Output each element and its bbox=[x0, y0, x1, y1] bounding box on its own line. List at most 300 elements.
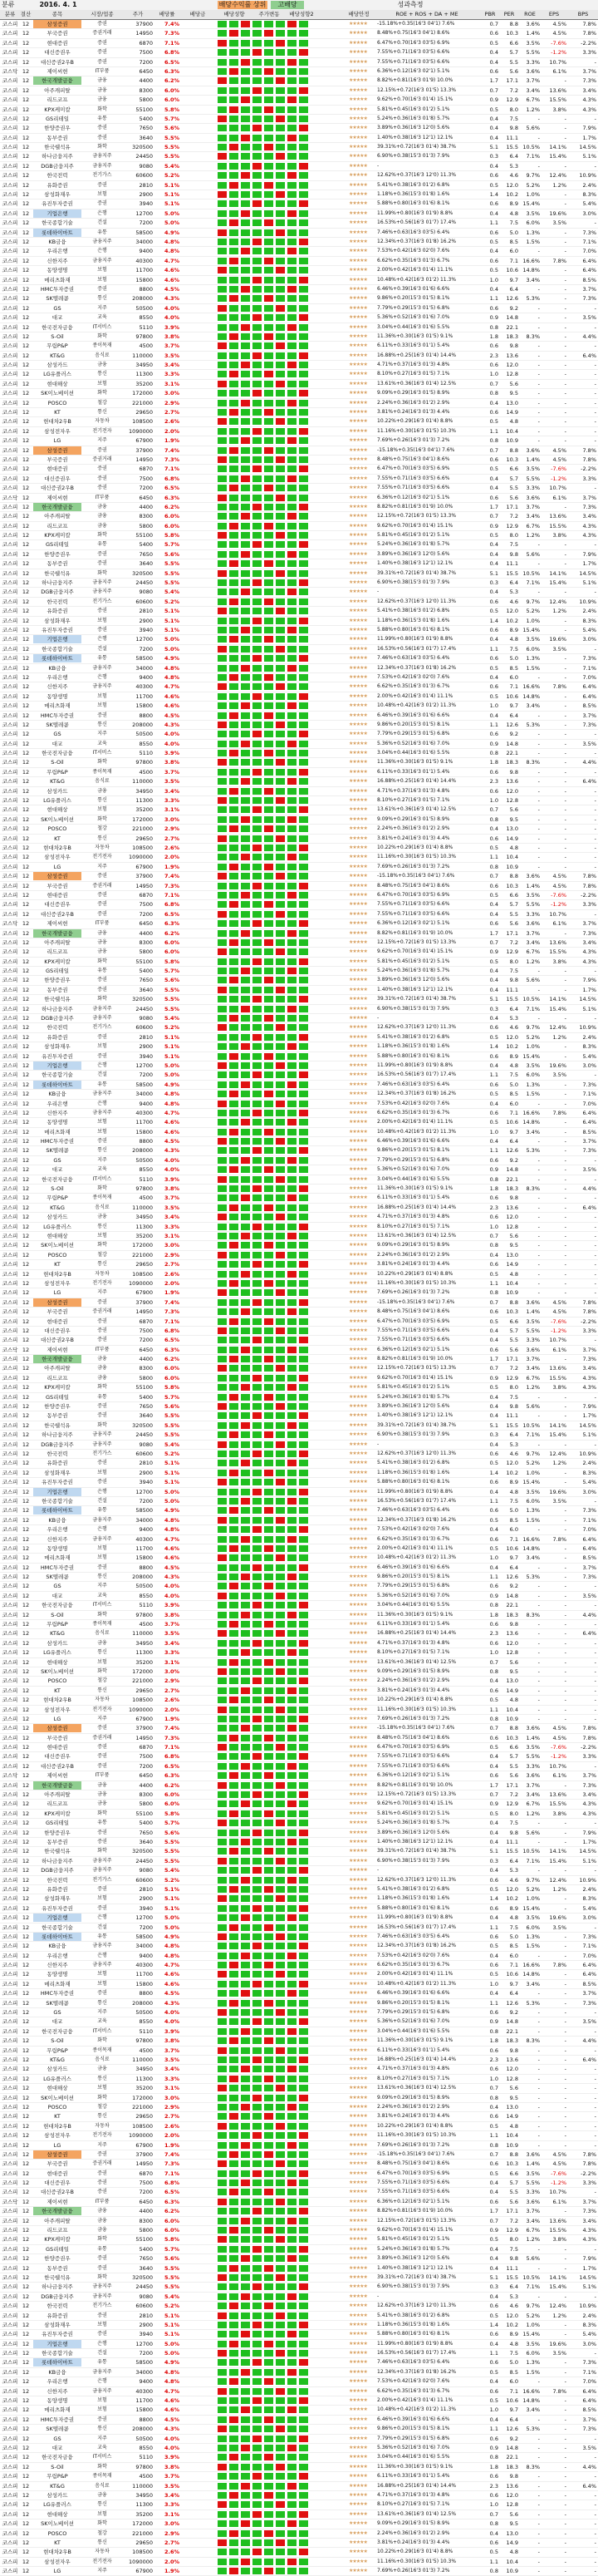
cell-sector: 화학 bbox=[97, 815, 107, 822]
table-row[interactable] bbox=[0, 2065, 598, 2074]
history-bar bbox=[241, 1848, 250, 1854]
table-row[interactable] bbox=[0, 1658, 598, 1667]
table-row[interactable] bbox=[0, 1260, 598, 1269]
table-row[interactable] bbox=[0, 1611, 598, 1620]
table-row[interactable] bbox=[0, 1506, 598, 1515]
table-row[interactable] bbox=[0, 512, 598, 521]
table-row[interactable] bbox=[0, 475, 598, 484]
cell-eps: 3.8% bbox=[552, 106, 566, 113]
table-row[interactable] bbox=[0, 1876, 598, 1885]
table-row[interactable] bbox=[0, 976, 598, 985]
table-row[interactable] bbox=[0, 1251, 598, 1260]
history-bar bbox=[276, 96, 285, 103]
table-row[interactable] bbox=[0, 721, 598, 730]
table-row[interactable] bbox=[0, 749, 598, 758]
table-row[interactable] bbox=[0, 1023, 598, 1032]
table-row[interactable] bbox=[0, 332, 598, 342]
table-row[interactable] bbox=[0, 1279, 598, 1288]
cell-roe-combo: 11.36%+0.30(16'3 01'5) 9.1% bbox=[377, 332, 453, 339]
cell-bps: 6.4% bbox=[582, 2056, 596, 2063]
table-row[interactable] bbox=[0, 76, 598, 86]
table-row[interactable] bbox=[0, 1894, 598, 1904]
table-row[interactable] bbox=[0, 1071, 598, 1080]
cell-eps: -7.6% bbox=[551, 39, 566, 47]
table-row[interactable] bbox=[0, 266, 598, 275]
table-row[interactable] bbox=[0, 1346, 598, 1355]
table-row[interactable] bbox=[0, 1364, 598, 1373]
cell-roe-combo: 7.79%+0.29(15'3 01'5) 6.8% bbox=[377, 304, 450, 311]
table-row[interactable] bbox=[0, 559, 598, 569]
table-row[interactable] bbox=[0, 702, 598, 711]
table-row[interactable] bbox=[0, 1752, 598, 1761]
table-row[interactable] bbox=[0, 986, 598, 995]
table-row[interactable] bbox=[0, 1885, 598, 1894]
table-row[interactable] bbox=[0, 588, 598, 597]
table-row[interactable] bbox=[0, 134, 598, 143]
table-row[interactable] bbox=[0, 1687, 598, 1696]
table-row[interactable] bbox=[0, 86, 598, 96]
table-row[interactable] bbox=[0, 313, 598, 323]
table-row[interactable] bbox=[0, 1914, 598, 1923]
history-bar bbox=[229, 1867, 238, 1874]
table-row[interactable] bbox=[0, 844, 598, 853]
table-row[interactable] bbox=[0, 654, 598, 663]
table-row[interactable] bbox=[0, 465, 598, 474]
cell-roe-combo: 3.04%+0.44(16'3 01'6) 5.5% bbox=[377, 2027, 450, 2034]
history-bar bbox=[252, 646, 262, 653]
table-row[interactable] bbox=[0, 938, 598, 948]
table-row[interactable] bbox=[0, 645, 598, 654]
history-bar bbox=[252, 608, 262, 614]
history-bar bbox=[218, 1772, 227, 1779]
table-row[interactable] bbox=[0, 494, 598, 503]
table-row[interactable] bbox=[0, 408, 598, 417]
table-row[interactable] bbox=[0, 815, 598, 825]
table-row[interactable] bbox=[0, 1639, 598, 1648]
table-row[interactable] bbox=[0, 1554, 598, 1563]
cell-eps: - bbox=[564, 1867, 566, 1874]
table-row[interactable] bbox=[0, 48, 598, 57]
table-row[interactable] bbox=[0, 1402, 598, 1411]
table-row[interactable] bbox=[0, 805, 598, 815]
table-row[interactable] bbox=[0, 162, 598, 171]
table-row[interactable] bbox=[0, 1383, 598, 1392]
table-row[interactable] bbox=[0, 910, 598, 919]
table-row[interactable] bbox=[0, 1980, 598, 1989]
table-row[interactable] bbox=[0, 1970, 598, 1979]
table-row[interactable] bbox=[0, 2037, 598, 2046]
cell-price: 67900 bbox=[135, 437, 153, 445]
table-row[interactable] bbox=[0, 238, 598, 247]
table-row[interactable] bbox=[0, 995, 598, 1004]
table-row[interactable] bbox=[0, 607, 598, 616]
history-bar bbox=[299, 1498, 308, 1505]
history-bar bbox=[229, 418, 238, 425]
table-row[interactable] bbox=[0, 1999, 598, 2008]
table-row[interactable] bbox=[0, 2056, 598, 2065]
table-row[interactable] bbox=[0, 929, 598, 938]
history-bar bbox=[229, 1194, 238, 1201]
table-row[interactable] bbox=[0, 1109, 598, 1118]
table-row[interactable] bbox=[0, 692, 598, 702]
table-row[interactable] bbox=[0, 1194, 598, 1203]
table-row[interactable] bbox=[0, 1952, 598, 1961]
table-row[interactable] bbox=[0, 872, 598, 881]
cell-per: 10.3 bbox=[506, 882, 518, 889]
table-row[interactable] bbox=[0, 1923, 598, 1933]
table-row[interactable] bbox=[0, 1308, 598, 1317]
table-row[interactable] bbox=[0, 1137, 598, 1146]
cell-price: 50500 bbox=[135, 304, 153, 312]
history-bar bbox=[218, 892, 227, 899]
table-row[interactable] bbox=[0, 294, 598, 303]
cell-bps: 8.5% bbox=[582, 1980, 596, 1987]
table-row[interactable] bbox=[0, 1573, 598, 1582]
table-row[interactable] bbox=[0, 209, 598, 219]
table-row[interactable] bbox=[0, 796, 598, 805]
table-row[interactable] bbox=[0, 143, 598, 152]
table-row[interactable] bbox=[0, 1431, 598, 1440]
table-row[interactable] bbox=[0, 569, 598, 579]
table-row[interactable] bbox=[0, 1042, 598, 1052]
cell-per: 13.6 bbox=[506, 1630, 518, 1638]
cell-price: 11700 bbox=[135, 1544, 153, 1552]
table-row[interactable] bbox=[0, 1204, 598, 1213]
table-row[interactable] bbox=[0, 1696, 598, 1705]
table-row[interactable] bbox=[0, 1743, 598, 1752]
table-row[interactable] bbox=[0, 115, 598, 124]
table-row[interactable] bbox=[0, 1327, 598, 1336]
table-row[interactable] bbox=[0, 1781, 598, 1790]
table-row[interactable] bbox=[0, 891, 598, 900]
history-bar bbox=[264, 40, 273, 47]
cell-stability-stars: ★★★★★ bbox=[349, 958, 367, 964]
cell-market: 코스피 bbox=[2, 1384, 18, 1391]
cell-per: 8.9 bbox=[509, 627, 518, 633]
history-bar bbox=[299, 958, 308, 965]
table-row[interactable] bbox=[0, 456, 598, 465]
table-row[interactable] bbox=[0, 1715, 598, 1724]
history-bar bbox=[241, 68, 250, 75]
table-row[interactable] bbox=[0, 1033, 598, 1042]
cell-yield: 6.8% bbox=[164, 1753, 179, 1761]
table-row[interactable] bbox=[0, 124, 598, 133]
table-row[interactable] bbox=[0, 900, 598, 909]
cell-price: 5800 bbox=[139, 522, 153, 529]
cell-bps: 4.4% bbox=[582, 332, 596, 340]
table-row[interactable] bbox=[0, 1081, 598, 1090]
table-row[interactable] bbox=[0, 1601, 598, 1610]
table-row[interactable] bbox=[0, 152, 598, 161]
table-row[interactable] bbox=[0, 1592, 598, 1601]
table-row[interactable] bbox=[0, 1838, 598, 1847]
table-row[interactable] bbox=[0, 1355, 598, 1364]
history-bar bbox=[252, 1630, 262, 1637]
history-bar bbox=[276, 1110, 285, 1116]
table-row[interactable] bbox=[0, 1014, 598, 1023]
history-bar bbox=[218, 21, 227, 27]
table-row[interactable] bbox=[0, 967, 598, 976]
table-row[interactable] bbox=[0, 1052, 598, 1061]
table-row[interactable] bbox=[0, 1734, 598, 1743]
table-row[interactable] bbox=[0, 1090, 598, 1099]
history-bar bbox=[299, 77, 308, 84]
table-row[interactable] bbox=[0, 712, 598, 721]
cell-name: 아주캐피탈 bbox=[44, 513, 71, 520]
table-row[interactable] bbox=[0, 171, 598, 180]
table-row[interactable] bbox=[0, 1564, 598, 1573]
cell-sector: 증권 bbox=[97, 1479, 107, 1485]
table-row[interactable] bbox=[0, 1374, 598, 1383]
table-row[interactable] bbox=[0, 730, 598, 739]
table-row[interactable] bbox=[0, 2047, 598, 2056]
table-row[interactable] bbox=[0, 1989, 598, 1998]
table-row[interactable] bbox=[0, 247, 598, 256]
table-row[interactable] bbox=[0, 1223, 598, 1232]
table-row[interactable] bbox=[0, 1411, 598, 1421]
table-row[interactable] bbox=[0, 617, 598, 626]
table-row[interactable] bbox=[0, 219, 598, 228]
table-row[interactable] bbox=[0, 67, 598, 76]
cell-market: 코스피 bbox=[2, 2009, 18, 2017]
table-row[interactable] bbox=[0, 96, 598, 105]
cell-roe-combo: 11.99%+0.80(16'3 01'9) 8.8% bbox=[377, 209, 453, 216]
table-row[interactable] bbox=[0, 1298, 598, 1308]
table-row[interactable] bbox=[0, 1175, 598, 1185]
cell-sector: 지주 bbox=[97, 2009, 107, 2016]
history-bar bbox=[252, 342, 262, 349]
history-bar bbox=[264, 873, 273, 879]
cell-price: 5110 bbox=[139, 1602, 153, 1609]
table-row[interactable] bbox=[0, 768, 598, 777]
table-row[interactable] bbox=[0, 1441, 598, 1450]
table-row[interactable] bbox=[0, 1393, 598, 1402]
table-row[interactable] bbox=[0, 1535, 598, 1544]
table-row[interactable] bbox=[0, 446, 598, 456]
table-row[interactable] bbox=[0, 276, 598, 285]
history-bar bbox=[276, 381, 285, 387]
table-row[interactable] bbox=[0, 436, 598, 446]
table-row[interactable] bbox=[0, 1933, 598, 1942]
table-row[interactable] bbox=[0, 1336, 598, 1345]
cell-roe-combo: 7.55%+0.71(16'3 03'5) 6.6% bbox=[377, 49, 450, 56]
history-bar bbox=[264, 2037, 273, 2044]
table-row[interactable] bbox=[0, 1790, 598, 1800]
table-row[interactable] bbox=[0, 1866, 598, 1875]
table-row[interactable] bbox=[0, 1185, 598, 1194]
history-bar bbox=[287, 1943, 297, 1949]
table-row[interactable] bbox=[0, 664, 598, 673]
table-row[interactable] bbox=[0, 673, 598, 682]
cell-bps: - bbox=[594, 485, 596, 492]
table-row[interactable] bbox=[0, 417, 598, 426]
table-row[interactable] bbox=[0, 579, 598, 588]
cell-market: 코스피 bbox=[2, 1365, 18, 1372]
table-row[interactable] bbox=[0, 777, 598, 786]
table-row[interactable] bbox=[0, 958, 598, 967]
table-row[interactable] bbox=[0, 106, 598, 115]
table-row[interactable] bbox=[0, 1497, 598, 1506]
history-bar bbox=[218, 825, 227, 832]
cell-stability-stars: ★★★★★ bbox=[349, 579, 367, 586]
cell-month: 12 bbox=[22, 1289, 30, 1297]
cell-per: 12.6 bbox=[506, 295, 518, 303]
table-row[interactable] bbox=[0, 531, 598, 540]
table-row[interactable] bbox=[0, 1241, 598, 1250]
history-bar bbox=[241, 258, 250, 264]
cell-yield: 6.0% bbox=[164, 938, 179, 946]
table-row[interactable] bbox=[0, 635, 598, 644]
table-row[interactable] bbox=[0, 1724, 598, 1733]
table-row[interactable] bbox=[0, 919, 598, 928]
table-row[interactable] bbox=[0, 1421, 598, 1431]
table-row[interactable] bbox=[0, 503, 598, 512]
table-row[interactable] bbox=[0, 352, 598, 361]
history-bar bbox=[252, 1071, 262, 1078]
table-row[interactable] bbox=[0, 2017, 598, 2027]
table-row[interactable] bbox=[0, 1478, 598, 1487]
cell-per: 12.9 bbox=[506, 1800, 518, 1808]
table-row[interactable] bbox=[0, 2027, 598, 2037]
table-row[interactable] bbox=[0, 229, 598, 238]
table-row[interactable] bbox=[0, 1706, 598, 1715]
table-row[interactable] bbox=[0, 1648, 598, 1657]
table-row[interactable] bbox=[0, 1762, 598, 1771]
table-row[interactable] bbox=[0, 1544, 598, 1554]
table-row[interactable] bbox=[0, 1270, 598, 1279]
table-row[interactable] bbox=[0, 1128, 598, 1137]
table-row[interactable] bbox=[0, 361, 598, 370]
history-bar bbox=[252, 1677, 262, 1684]
table-row[interactable] bbox=[0, 550, 598, 559]
table-row[interactable] bbox=[0, 1516, 598, 1525]
table-row[interactable] bbox=[0, 882, 598, 891]
cell-sector: 통신 bbox=[97, 1261, 107, 1268]
table-row[interactable] bbox=[0, 20, 598, 29]
table-row[interactable] bbox=[0, 1450, 598, 1459]
table-row[interactable] bbox=[0, 740, 598, 749]
history-bar bbox=[264, 1299, 273, 1306]
table-row[interactable] bbox=[0, 522, 598, 531]
table-row[interactable] bbox=[0, 1961, 598, 1970]
table-row[interactable] bbox=[0, 1061, 598, 1071]
table-row[interactable] bbox=[0, 1629, 598, 1638]
table-row[interactable] bbox=[0, 1232, 598, 1241]
cell-roe-combo: 2.00%+0.42(16'3 01'4) 11.1% bbox=[377, 692, 453, 699]
table-row[interactable] bbox=[0, 626, 598, 635]
table-row[interactable] bbox=[0, 389, 598, 398]
table-row[interactable] bbox=[0, 1525, 598, 1534]
table-row[interactable] bbox=[0, 1488, 598, 1497]
history-bar bbox=[264, 1953, 273, 1959]
table-row[interactable] bbox=[0, 1100, 598, 1109]
table-row[interactable] bbox=[0, 1771, 598, 1781]
history-bar bbox=[229, 1498, 238, 1505]
table-row[interactable] bbox=[0, 835, 598, 844]
cell-market: 코스피 bbox=[2, 1516, 18, 1524]
table-row[interactable] bbox=[0, 1213, 598, 1222]
table-row[interactable] bbox=[0, 1620, 598, 1629]
cell-yield: 7.1% bbox=[164, 1318, 179, 1325]
history-bar bbox=[287, 1621, 297, 1628]
table-row[interactable] bbox=[0, 863, 598, 872]
table-row[interactable] bbox=[0, 257, 598, 266]
table-row[interactable] bbox=[0, 58, 598, 67]
table-row[interactable] bbox=[0, 1667, 598, 1677]
history-bar bbox=[229, 1924, 238, 1931]
history-bar bbox=[299, 1649, 308, 1656]
table-row[interactable] bbox=[0, 540, 598, 549]
table-row[interactable] bbox=[0, 1582, 598, 1591]
table-row[interactable] bbox=[0, 758, 598, 767]
table-row[interactable] bbox=[0, 370, 598, 379]
table-row[interactable] bbox=[0, 1829, 598, 1838]
table-row[interactable] bbox=[0, 427, 598, 436]
table-row[interactable] bbox=[0, 1318, 598, 1327]
table-row[interactable] bbox=[0, 380, 598, 389]
table-row[interactable] bbox=[0, 825, 598, 834]
cell-eps: - bbox=[564, 1166, 566, 1174]
table-row[interactable] bbox=[0, 1677, 598, 1686]
table-row[interactable] bbox=[0, 399, 598, 408]
table-row[interactable] bbox=[0, 1165, 598, 1175]
table-row[interactable] bbox=[0, 484, 598, 493]
cell-yield: 6.0% bbox=[164, 948, 179, 956]
history-bar bbox=[299, 163, 308, 170]
history-bar bbox=[241, 655, 250, 662]
table-row[interactable] bbox=[0, 1118, 598, 1127]
table-row[interactable] bbox=[0, 39, 598, 48]
table-row[interactable] bbox=[0, 598, 598, 607]
history-bar bbox=[241, 636, 250, 643]
table-row[interactable] bbox=[0, 1857, 598, 1866]
table-row[interactable] bbox=[0, 1288, 598, 1298]
table-row[interactable] bbox=[0, 1459, 598, 1468]
table-row[interactable] bbox=[0, 1005, 598, 1014]
table-row[interactable] bbox=[0, 1942, 598, 1951]
cell-roe: 1.0% bbox=[526, 191, 540, 199]
table-row[interactable] bbox=[0, 1847, 598, 1856]
table-row[interactable] bbox=[0, 285, 598, 294]
table-row[interactable] bbox=[0, 342, 598, 351]
table-row[interactable] bbox=[0, 190, 598, 199]
table-row[interactable] bbox=[0, 1800, 598, 1809]
history-bar bbox=[241, 1337, 250, 1343]
cell-roe-combo: 6.46%+0.39(16'3 01'6) 6.6% bbox=[377, 285, 450, 292]
table-row[interactable] bbox=[0, 2008, 598, 2017]
history-bar bbox=[241, 1318, 250, 1325]
table-row[interactable] bbox=[0, 1146, 598, 1155]
cell-month: 12 bbox=[22, 191, 30, 199]
table-row[interactable] bbox=[0, 1156, 598, 1165]
table-row[interactable] bbox=[0, 1810, 598, 1819]
table-row[interactable] bbox=[0, 787, 598, 796]
table-row[interactable] bbox=[0, 853, 598, 862]
cell-yield: 5.2% bbox=[164, 598, 179, 605]
history-bar bbox=[287, 87, 297, 94]
table-row[interactable] bbox=[0, 1904, 598, 1914]
table-row[interactable] bbox=[0, 948, 598, 957]
table-row[interactable] bbox=[0, 1469, 598, 1478]
table-row[interactable] bbox=[0, 304, 598, 313]
table-row[interactable] bbox=[0, 682, 598, 692]
table-row[interactable] bbox=[0, 29, 598, 38]
history-bar bbox=[252, 428, 262, 435]
table-row[interactable] bbox=[0, 199, 598, 209]
table-row[interactable] bbox=[0, 323, 598, 332]
table-row[interactable] bbox=[0, 181, 598, 190]
table-row[interactable] bbox=[0, 1819, 598, 1828]
